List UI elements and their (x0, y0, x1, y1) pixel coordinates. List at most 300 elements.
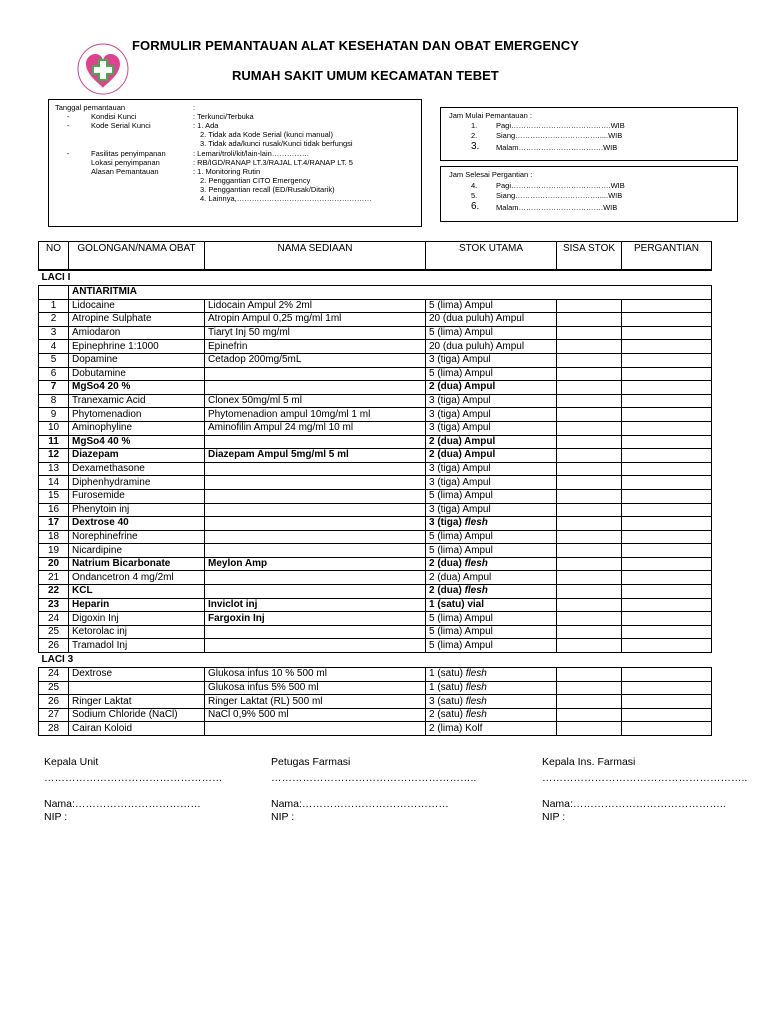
alasan-value-3: 3. Penggantian recall (ED/Rusak/Ditarik) (200, 185, 335, 194)
row-sediaan: Clonex 50mg/ml 5 ml (205, 394, 426, 408)
row-no: 17 (39, 517, 69, 531)
table-row (39, 503, 712, 517)
stok-value: 2 (dua) Ampul (429, 435, 496, 447)
row-stok (426, 326, 557, 340)
start-time-pagi: Pagi………………………………….WIB (496, 121, 625, 130)
row-sisa-stok (557, 435, 622, 449)
row-obat (69, 681, 205, 695)
row-stok (426, 313, 557, 327)
kondisi-label: Kondisi Kunci (91, 112, 137, 121)
row-no: 7 (39, 381, 69, 395)
row-stok (426, 571, 557, 585)
row-no: 26 (39, 639, 69, 653)
row-sediaan (205, 544, 426, 558)
kode-value-1: : 1. Ada (193, 121, 219, 130)
stok-value: 1 (satu) (429, 668, 466, 680)
table-row (39, 625, 712, 639)
row-sisa-stok (557, 557, 622, 571)
row-obat: Dopamine (69, 353, 205, 367)
row-pergantian (622, 695, 712, 709)
row-sisa-stok (557, 503, 622, 517)
end-time-siang: Siang…………………………….....WIB (496, 191, 623, 200)
row-sediaan: Meylon Amp (205, 557, 426, 571)
row-sediaan (205, 503, 426, 517)
stok-unit: flesh (464, 558, 488, 570)
row-sisa-stok (557, 299, 622, 313)
table-row (39, 381, 712, 395)
row-sisa-stok (557, 381, 622, 395)
row-stok (426, 625, 557, 639)
sig-nama: Nama:…………………………………… (271, 798, 449, 810)
stok-value: 3 (tiga) Ampul (429, 503, 491, 515)
row-sisa-stok (557, 708, 622, 722)
table-row (39, 517, 712, 531)
table-row (39, 299, 712, 313)
row-sediaan: Fargoxin Inj (205, 612, 426, 626)
row-sisa-stok (557, 625, 622, 639)
start-time-num: 3. (471, 141, 480, 152)
row-stok (426, 367, 557, 381)
table-row (39, 695, 712, 709)
row-obat: Aminophyline (69, 421, 205, 435)
table-row (39, 476, 712, 490)
row-obat: Tramadol Inj (69, 639, 205, 653)
row-obat: Ondancetron 4 mg/2ml (69, 571, 205, 585)
row-stok (426, 530, 557, 544)
table-row (39, 326, 712, 340)
row-stok (426, 299, 557, 313)
dash: - (67, 121, 70, 130)
row-sediaan (205, 435, 426, 449)
row-pergantian (622, 639, 712, 653)
row-obat: Diphenhydramine (69, 476, 205, 490)
sig-title-kepala-unit: Kepala Unit (44, 756, 99, 768)
kode-label: Kode Serial Kunci (91, 121, 151, 130)
row-sisa-stok (557, 353, 622, 367)
start-time-num: 1. (471, 121, 478, 130)
alasan-value-1: : 1. Monitoring Rutin (193, 167, 261, 176)
row-no: 3 (39, 326, 69, 340)
row-no: 20 (39, 557, 69, 571)
row-sediaan (205, 489, 426, 503)
row-sediaan (205, 367, 426, 381)
row-stok (426, 435, 557, 449)
row-pergantian (622, 462, 712, 476)
col-header-pergantian: PERGANTIAN (622, 242, 712, 271)
sig-nip: NIP : (542, 811, 566, 823)
row-no: 21 (39, 571, 69, 585)
row-pergantian (622, 681, 712, 695)
dash: - (67, 149, 70, 158)
table-row (39, 544, 712, 558)
row-sisa-stok (557, 313, 622, 327)
tanggal-value: : (193, 103, 196, 112)
row-pergantian (622, 367, 712, 381)
row-sediaan (205, 625, 426, 639)
row-no: 14 (39, 476, 69, 490)
row-pergantian (622, 708, 712, 722)
row-no: 27 (39, 708, 69, 722)
sig-title-petugas-farmasi: Petugas Farmasi (271, 756, 351, 768)
row-obat: MgSo4 20 % (69, 381, 205, 395)
row-sisa-stok (557, 668, 622, 682)
row-sediaan (205, 639, 426, 653)
row-stok (426, 722, 557, 736)
lokasi-label: Lokasi penyimpanan (91, 158, 160, 167)
row-pergantian (622, 517, 712, 531)
row-stok (426, 695, 557, 709)
row-obat: Dextrose 40 (69, 517, 205, 531)
table-row (39, 367, 712, 381)
row-sediaan: Lidocain Ampul 2% 2ml (205, 299, 426, 313)
row-stok (426, 353, 557, 367)
table-row (39, 722, 712, 736)
stok-value: 5 (lima) Ampul (429, 367, 493, 379)
stok-value: 5 (lima) Ampul (429, 639, 493, 651)
stok-value: 5 (lima) Ampul (429, 327, 493, 339)
row-sisa-stok (557, 571, 622, 585)
row-sisa-stok (557, 544, 622, 558)
lokasi-value: : RB/IGD/RANAP LT.3/RAJAL LT.4/RANAP LT. 5 (193, 158, 353, 167)
hospital-logo (76, 42, 130, 96)
stok-unit: flesh (464, 517, 488, 529)
row-stok (426, 708, 557, 722)
row-stok (426, 489, 557, 503)
row-obat: Amiodaron (69, 326, 205, 340)
stok-value: 3 (tiga) Ampul (429, 395, 491, 407)
row-no: 9 (39, 408, 69, 422)
sig-nip: NIP : (44, 811, 68, 823)
table-row (39, 353, 712, 367)
table-row (39, 668, 712, 682)
table-row (39, 340, 712, 354)
row-pergantian (622, 340, 712, 354)
row-sisa-stok (557, 722, 622, 736)
row-sisa-stok (557, 489, 622, 503)
row-no: 25 (39, 625, 69, 639)
row-sisa-stok (557, 517, 622, 531)
row-sisa-stok (557, 326, 622, 340)
row-no: 8 (39, 394, 69, 408)
sig-nama: Nama:……………………………… (44, 798, 201, 810)
stok-value: 2 (lima) Kolf (429, 722, 483, 734)
end-time-pagi: Pagi………………………………….WIB (496, 181, 625, 190)
row-obat: Digoxin Inj (69, 612, 205, 626)
row-stok (426, 598, 557, 612)
row-stok (426, 408, 557, 422)
start-time-label: Jam Mulai Pemantauan : (449, 111, 532, 120)
row-pergantian (622, 381, 712, 395)
stok-value: 1 (satu) vial (429, 598, 485, 610)
table-row (39, 462, 712, 476)
row-stok (426, 340, 557, 354)
fasilitas-label: Fasilitas penyimpanan (91, 149, 166, 158)
sig-line: …………………………………………… (44, 772, 223, 784)
table-row (39, 394, 712, 408)
row-no: 26 (39, 695, 69, 709)
row-sediaan (205, 462, 426, 476)
stok-unit: flesh (465, 668, 487, 680)
row-obat: Ringer Laktat (69, 695, 205, 709)
row-no: 22 (39, 585, 69, 599)
row-no: 12 (39, 449, 69, 463)
row-sediaan (205, 722, 426, 736)
row-sediaan (205, 530, 426, 544)
row-sisa-stok (557, 585, 622, 599)
row-no: 6 (39, 367, 69, 381)
row-sisa-stok (557, 462, 622, 476)
row-pergantian (622, 571, 712, 585)
sig-title-kepala-ins-farmasi: Kepala Ins. Farmasi (542, 756, 636, 768)
table-row (39, 612, 712, 626)
row-obat: Phytomenadion (69, 408, 205, 422)
section-label: LACI I (39, 270, 712, 286)
stok-value: 3 (satu) (429, 695, 466, 707)
stok-value: 5 (lima) Ampul (429, 299, 493, 311)
monitoring-info-box (48, 99, 422, 227)
row-sediaan (205, 476, 426, 490)
start-time-box (440, 107, 738, 161)
col-header-no: NO (39, 242, 69, 271)
stok-value: 1 (satu) (429, 681, 466, 693)
section-label: LACI 3 (41, 654, 74, 666)
row-sisa-stok (557, 421, 622, 435)
table-row (39, 530, 712, 544)
row-obat: Cairan Koloid (69, 722, 205, 736)
start-time-siang: Siang…………………………….....WIB (496, 131, 623, 140)
end-time-num: 6. (471, 201, 480, 212)
row-stok (426, 517, 557, 531)
row-obat: Dextrose (69, 668, 205, 682)
row-sisa-stok (557, 340, 622, 354)
row-pergantian (622, 299, 712, 313)
alasan-value-2: 2. Penggantian CITO Emergency (200, 176, 311, 185)
row-obat: Tranexamic Acid (69, 394, 205, 408)
row-sisa-stok (557, 476, 622, 490)
row-sediaan: NaCl 0,9% 500 ml (205, 708, 426, 722)
row-sediaan (205, 585, 426, 599)
row-obat: Sodium Chloride (NaCl) (69, 708, 205, 722)
col-header-sisa: SISA STOK (557, 242, 622, 271)
row-stok (426, 381, 557, 395)
stok-value: 20 (dua puluh) Ampul (429, 313, 525, 325)
table-row (39, 421, 712, 435)
row-sediaan: Aminofilin Ampul 24 mg/ml 10 ml (205, 421, 426, 435)
table-row (39, 557, 712, 571)
row-pergantian (622, 503, 712, 517)
table-row (39, 313, 712, 327)
row-stok (426, 449, 557, 463)
row-no: 24 (39, 612, 69, 626)
table-row (39, 598, 712, 612)
table-row (39, 435, 712, 449)
stok-value: 3 (tiga) (429, 517, 465, 529)
form-title: FORMULIR PEMANTAUAN ALAT KESEHATAN DAN OBAT EMERGENCY (132, 38, 580, 53)
row-obat: Dexamethasone (69, 462, 205, 476)
table-row (39, 449, 712, 463)
dash: - (67, 112, 70, 121)
row-no: 16 (39, 503, 69, 517)
col-header-obat: GOLONGAN/NAMA OBAT (69, 242, 205, 271)
row-stok (426, 681, 557, 695)
row-pergantian (622, 408, 712, 422)
table-row (39, 681, 712, 695)
stok-value: 5 (lima) Ampul (429, 544, 493, 556)
row-pergantian (622, 435, 712, 449)
stok-value: 5 (lima) Ampul (429, 626, 493, 638)
row-pergantian (622, 585, 712, 599)
stok-value: 3 (tiga) Ampul (429, 354, 491, 366)
stok-unit: flesh (464, 585, 488, 597)
row-no: 25 (39, 681, 69, 695)
row-obat: Furosemide (69, 489, 205, 503)
row-pergantian (622, 557, 712, 571)
row-pergantian (622, 449, 712, 463)
row-no: 24 (39, 668, 69, 682)
end-time-box (440, 166, 738, 222)
row-no: 4 (39, 340, 69, 354)
row-obat: Atropine Sulphate (69, 313, 205, 327)
row-obat: Lidocaine (69, 299, 205, 313)
row-sisa-stok (557, 530, 622, 544)
row-obat: Ketorolac inj (69, 625, 205, 639)
kode-value-3: 3. Tidak ada/kunci rusak/Kunci tidak berfungsi (200, 139, 353, 148)
col-header-sediaan: NAMA SEDIAAN (205, 242, 426, 271)
end-time-num: 4. (471, 181, 478, 190)
row-obat: Diazepam (69, 449, 205, 463)
row-no: 11 (39, 435, 69, 449)
row-pergantian (622, 598, 712, 612)
row-sediaan (205, 381, 426, 395)
row-no: 5 (39, 353, 69, 367)
row-pergantian (622, 668, 712, 682)
start-time-malam: Malam…………………………….WIB (496, 143, 618, 152)
stok-value: 5 (lima) Ampul (429, 490, 493, 502)
end-time-malam: Malam…………………………….WIB (496, 203, 618, 212)
col-header-stok: STOK UTAMA (426, 242, 557, 271)
row-sediaan: Ringer Laktat (RL) 500 ml (205, 695, 426, 709)
row-stok (426, 612, 557, 626)
row-stok (426, 462, 557, 476)
row-sisa-stok (557, 408, 622, 422)
stok-value: 3 (tiga) Ampul (429, 408, 491, 420)
row-stok (426, 503, 557, 517)
row-sisa-stok (557, 449, 622, 463)
hospital-name: RUMAH SAKIT UMUM KECAMATAN TEBET (232, 68, 499, 83)
row-obat: Heparin (69, 598, 205, 612)
table-row (39, 571, 712, 585)
row-no: 10 (39, 421, 69, 435)
kondisi-value: : Terkunci/Terbuka (193, 112, 254, 121)
row-sisa-stok (557, 639, 622, 653)
group-cell (39, 286, 69, 300)
row-obat: Phenytoin inj (69, 503, 205, 517)
stok-value: 20 (dua puluh) Ampul (429, 340, 525, 352)
row-stok (426, 544, 557, 558)
stok-value: 3 (tiga) Ampul (429, 463, 491, 475)
row-pergantian (622, 722, 712, 736)
sig-line: ………………………………………………….. (271, 772, 477, 784)
row-pergantian (622, 421, 712, 435)
stok-value: 2 (dua) Ampul (429, 571, 492, 583)
row-sisa-stok (557, 394, 622, 408)
row-sediaan: Glukosa infus 5% 500 ml (205, 681, 426, 695)
stok-unit: flesh (465, 695, 487, 707)
row-sediaan (205, 517, 426, 531)
row-pergantian (622, 326, 712, 340)
table-row (39, 639, 712, 653)
row-obat: Natrium Bicarbonate (69, 557, 205, 571)
fasilitas-value: : Lemari/troli/kit/lain-lain…………… (193, 149, 310, 158)
row-pergantian (622, 612, 712, 626)
stok-value: 2 (dua) Ampul (429, 449, 496, 461)
row-no: 19 (39, 544, 69, 558)
row-stok (426, 668, 557, 682)
row-stok (426, 394, 557, 408)
row-stok (426, 585, 557, 599)
row-sediaan: Tiaryt Inj 50 mg/ml (205, 326, 426, 340)
row-obat: MgSo4 40 % (69, 435, 205, 449)
stok-value: 2 (dua) (429, 558, 465, 570)
row-sisa-stok (557, 681, 622, 695)
row-pergantian (622, 313, 712, 327)
kode-value-2: 2. Tidak ada Kode Serial (kunci manual) (200, 130, 333, 139)
row-no: 23 (39, 598, 69, 612)
stok-unit: flesh (465, 681, 487, 693)
row-sisa-stok (557, 612, 622, 626)
start-time-num: 2. (471, 131, 478, 140)
table-row (39, 585, 712, 599)
row-sisa-stok (557, 598, 622, 612)
stok-unit: flesh (465, 709, 487, 721)
sig-nama: Nama:…………………………………….. (542, 798, 726, 810)
row-pergantian (622, 625, 712, 639)
stok-value: 5 (lima) Ampul (429, 612, 493, 624)
stok-value: 2 (satu) (429, 709, 466, 721)
row-stok (426, 557, 557, 571)
row-no: 13 (39, 462, 69, 476)
row-pergantian (622, 489, 712, 503)
row-sisa-stok (557, 367, 622, 381)
row-pergantian (622, 544, 712, 558)
drug-table (38, 241, 712, 736)
row-sediaan: Epinefrin (205, 340, 426, 354)
group-label: ANTIARITMIA (69, 286, 712, 300)
row-no: 15 (39, 489, 69, 503)
row-sediaan: Atropin Ampul 0,25 mg/ml 1ml (205, 313, 426, 327)
alasan-value-4: 4. Lainnya,……………………………………………… (200, 194, 372, 203)
stok-value: 3 (tiga) Ampul (429, 422, 491, 434)
table-row (39, 489, 712, 503)
row-no: 28 (39, 722, 69, 736)
row-sediaan: Phytomenadion ampul 10mg/ml 1 ml (205, 408, 426, 422)
row-obat: Dobutamine (69, 367, 205, 381)
row-no: 1 (39, 299, 69, 313)
table-row (39, 408, 712, 422)
row-sediaan: Cetadop 200mg/5mL (205, 353, 426, 367)
row-pergantian (622, 353, 712, 367)
row-pergantian (622, 394, 712, 408)
end-time-label: Jam Selesai Pergantian : (449, 170, 533, 179)
row-stok (426, 476, 557, 490)
row-sisa-stok (557, 695, 622, 709)
row-sediaan: Glukosa infus 10 % 500 ml (205, 668, 426, 682)
sig-nip: NIP : (271, 811, 295, 823)
stok-value: 3 (tiga) Ampul (429, 476, 491, 488)
row-stok (426, 639, 557, 653)
row-no: 18 (39, 530, 69, 544)
tanggal-label: Tanggal pemantauan (55, 103, 126, 112)
